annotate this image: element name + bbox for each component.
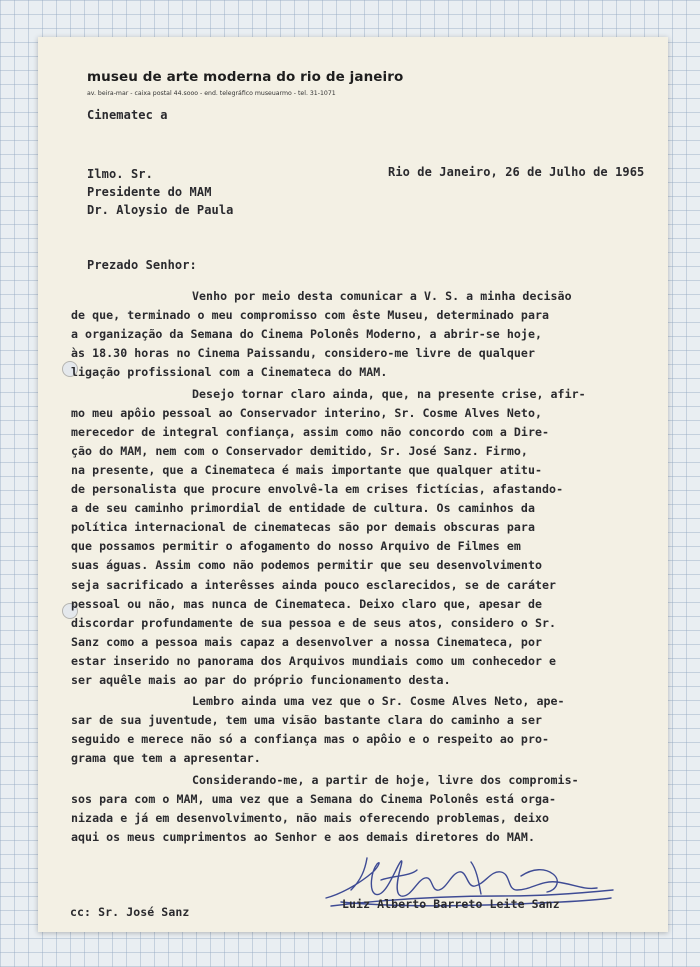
body-line: que possamos permitir o afogamento do nosso Arquivo de Filmes em [71,539,521,554]
body-line: na presente, que a Cinemateca é mais importante que qualquer atitu- [71,462,543,477]
body-line: mo meu apôio pessoal ao Conservador interino, Sr. Cosme Alves Neto, [71,405,543,420]
letterhead-institution: museu de arte moderna do rio de janeiro [87,69,404,85]
body-line: ligação profissional com a Cinemateca do MAM. [71,365,388,380]
body-line: de personalista que procure envolvê-la em crises fictícias, afastando- [71,482,564,496]
recipient-line-2: Presidente do MAM [87,185,212,199]
body-line: seja sacrificado a interêsses ainda pouco esclarecidos, se de caráter [71,577,557,592]
body-line: Lembro ainda uma vez que o Sr. Cosme Alves Neto, ape- [192,694,565,709]
signature-typed-name: Luiz Alberto Barreto Leite Sanz [342,897,560,911]
body-line: às 18.30 horas no Cinema Paissandu, considero-me livre de qualquer [71,346,535,361]
salutation: Prezado Senhor: [87,258,197,272]
body-line: Desejo tornar claro ainda, que, na presente crise, afir- [192,386,586,401]
letterhead-department: Cinematec a [87,108,168,122]
body-line: sar de sua juventude, tem uma visão bastante clara do caminho a ser [71,713,543,728]
body-line: Sanz como a pessoa mais capaz a desenvolver a nossa Cinemateca, por [71,634,543,649]
letterhead-address: av. beira-mar - caixa postal 44.sooo - end. telegráfico museuarmo - tel. 31-1071 [87,90,336,97]
body-line: merecedor de integral confiança, assim como não concordo com a Dire- [71,424,550,439]
body-line: pessoal ou não, mas nunca de Cinemateca. Deixo claro que, apesar de [71,596,543,611]
body-line: discordar profundamente de sua pessoa e de seus atos, considero o Sr. [71,615,557,630]
body-line: sos para com o MAM, uma vez que a Semana do Cinema Polonês está orga- [71,791,557,806]
body-line: seguido e merece não só a confiança mas o apôio e o respeito ao pro- [71,732,550,747]
recipient-line-1: Ilmo. Sr. [87,167,153,181]
body-line: aqui os meus cumprimentos ao Senhor e aos demais diretores do MAM. [71,829,535,844]
body-line: suas águas. Assim como não podemos permitir que seu desenvolvimento [71,558,543,573]
body-line: a organização da Semana do Cinema Polonês Moderno, a abrir-se hoje, [71,327,543,342]
body-line: estar inserido no panorama dos Arquivos mundiais como um conhecedor e [71,653,557,668]
letter-sheet [38,37,668,932]
handwritten-signature [321,850,621,922]
body-line: ser aquêle mais ao par do próprio funcionamento desta. [71,673,451,687]
body-line: política internacional de cinematecas são por demais obscuras para [71,520,535,535]
body-line: nizada e já em desenvolvimento, não mais oferecendo problemas, deixo [71,810,550,825]
body-line: Venho por meio desta comunicar a V. S. a minha decisão [192,289,572,303]
body-line: de que, terminado o meu compromisso com êste Museu, determinado para [71,308,550,323]
body-line: ção do MAM, nem com o Conservador demitido, Sr. José Sanz. Firmo, [71,443,528,458]
body-line: a de seu caminho primordial de entidade de cultura. Os caminhos da [71,501,535,516]
letter-date: Rio de Janeiro, 26 de Julho de 1965 [388,165,645,179]
recipient-line-3: Dr. Aloysio de Paula [87,203,234,217]
body-line: Considerando-me, a partir de hoje, livre dos compromis- [192,772,579,787]
cc-line: cc: Sr. José Sanz [70,905,190,919]
body-line: grama que tem a apresentar. [71,751,261,766]
